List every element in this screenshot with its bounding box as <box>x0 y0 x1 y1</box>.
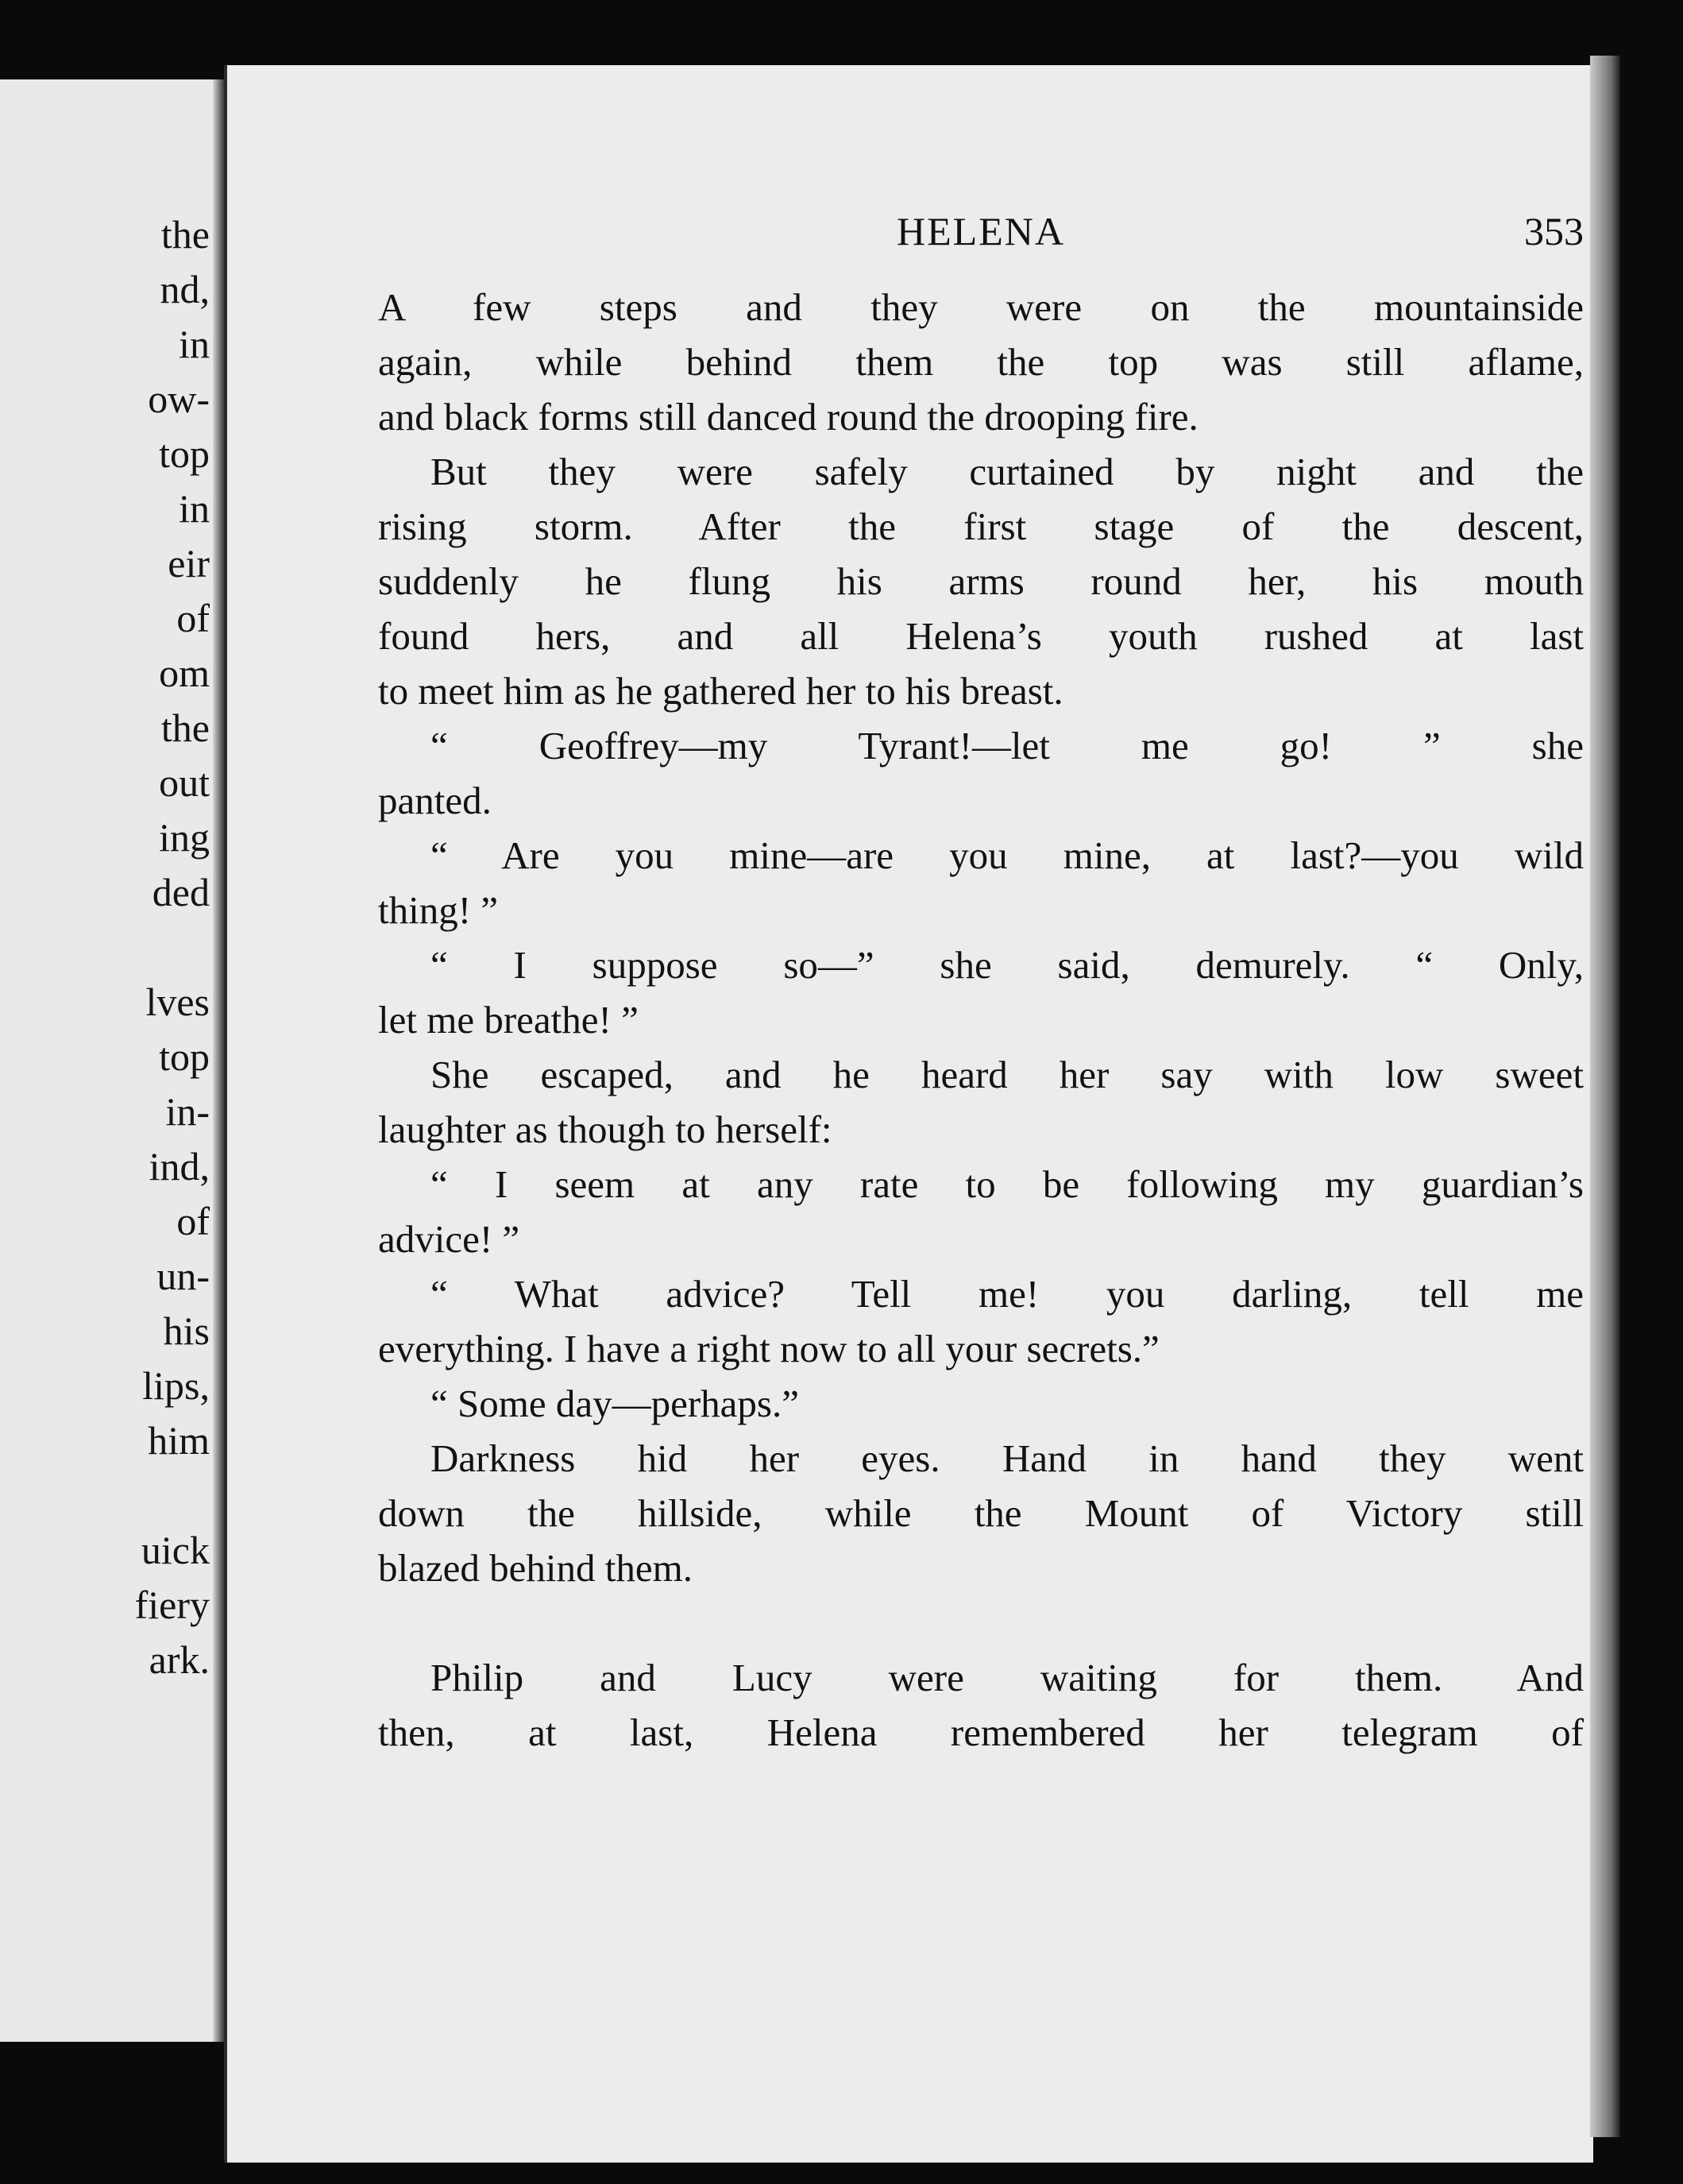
left-page-fragment: ind, <box>149 1144 210 1189</box>
page-edge <box>1590 56 1620 2137</box>
left-page-fragment: lves <box>145 980 210 1024</box>
left-page-fragment: lips, <box>142 1363 210 1408</box>
text-line: down the hillside, while the Mount of Victory still <box>378 1491 1584 1535</box>
text-line: “ Some day—perhaps.” <box>430 1382 799 1425</box>
text-line: She escaped, and he heard her say with low sweet <box>430 1053 1584 1096</box>
left-page-fragment: om <box>159 651 210 695</box>
left-page-fragment: out <box>159 760 210 805</box>
text-line: then, at last, Helena remembered her telegram of <box>378 1710 1584 1754</box>
text-line: But they were safely curtained by night and the <box>430 450 1584 493</box>
text-line: advice! ” <box>378 1217 520 1261</box>
left-page-fragment: in <box>179 486 210 531</box>
text-line: and black forms still danced round the drooping fire. <box>378 395 1199 439</box>
text-line: “ I suppose so—” she said, demurely. “ Only, <box>430 943 1584 987</box>
left-page-fragment: him <box>148 1418 210 1463</box>
text-line: to meet him as he gathered her to his breast. <box>378 669 1063 713</box>
text-line: “ Are you mine—are you mine, at last?—you wild <box>430 833 1584 877</box>
text-line <box>378 1595 1584 1650</box>
left-page-fragment: of <box>176 1199 210 1243</box>
text-line: let me breathe! ” <box>378 998 639 1042</box>
page-number: 353 <box>1524 209 1584 253</box>
text-line: A few steps and they were on the mountainside <box>378 285 1584 329</box>
left-page-fragment: in- <box>165 1089 210 1134</box>
left-page-fragment: ark. <box>149 1637 210 1682</box>
body-text <box>378 280 1584 1760</box>
left-page-fragment: the <box>160 705 210 750</box>
text-line: Darkness hid her eyes. Hand in hand they went <box>430 1436 1584 1480</box>
left-page-fragment: nd, <box>160 267 210 311</box>
text-line: blazed behind them. <box>378 1546 693 1590</box>
left-page-fragment: ded <box>152 870 210 914</box>
running-title: HELENA <box>897 209 1065 253</box>
left-page-fragment: his <box>163 1308 210 1353</box>
left-page-fragment: un- <box>156 1254 210 1298</box>
book-page <box>224 65 1593 2163</box>
left-page-fragment: in <box>179 322 210 366</box>
left-page-fragment: top <box>159 1034 210 1079</box>
text-line: found hers, and all Helena’s youth rushed at last <box>378 614 1584 658</box>
left-page-fragment: uick <box>141 1528 210 1572</box>
text-line: suddenly he flung his arms round her, his mouth <box>378 559 1584 603</box>
left-page-fragment: of <box>176 596 210 640</box>
text-line: Philip and Lucy were waiting for them. And <box>430 1656 1584 1699</box>
text-line: everything. I have a right now to all your secrets.” <box>378 1327 1160 1370</box>
left-page-fragment: eir <box>168 541 210 586</box>
left-facing-page <box>0 79 224 2042</box>
text-line: rising storm. After the first stage of the descent, <box>378 504 1584 548</box>
text-line: “ Geoffrey—my Tyrant!—let me go! ” she <box>430 724 1584 767</box>
text-line: thing! ” <box>378 888 499 932</box>
text-line: laughter as though to herself: <box>378 1107 832 1151</box>
text-line: “ I seem at any rate to be following my guardian’s <box>430 1162 1584 1206</box>
page-header <box>378 208 1584 264</box>
left-page-fragment: the <box>160 212 210 257</box>
left-page-fragment: ing <box>159 815 210 860</box>
left-page-fragment: fiery <box>134 1583 210 1627</box>
text-line: panted. <box>378 779 492 822</box>
page-gutter <box>213 79 224 2042</box>
text-line: again, while behind them the top was still aflame, <box>378 340 1584 384</box>
left-page-fragment: ow- <box>148 377 210 421</box>
text-line: “ What advice? Tell me! you darling, tell me <box>430 1272 1584 1316</box>
left-page-fragment: top <box>159 431 210 476</box>
